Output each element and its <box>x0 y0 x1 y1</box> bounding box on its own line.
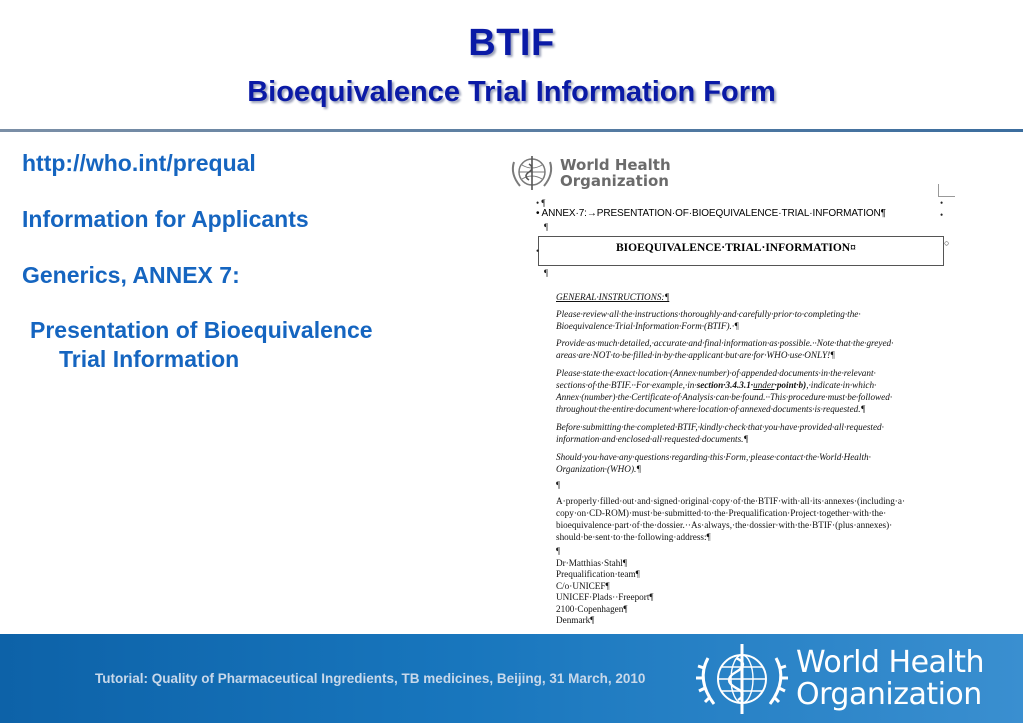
instruction-paragraph-3: Please·state·the·exact·location·(Annex·number)·of·appended·documents·in·the·relevant· sections·of·the·BTIF.··For·example,·in·section·3.4.3.1·under·point·b),·indicate·in·which· Annex·(number)·the·Certificate·of·Analysis·can·be·found.··This·procedure·must·be·followed· throughout·the·entire·document·where·location·of·annexed·documents·is·requested.¶ <box>556 368 893 414</box>
bullet-right-box: ○ <box>944 238 950 248</box>
presentation-line-2: Trial Information <box>59 346 240 372</box>
instruction-paragraph-4: Before·submitting·the·completed·BTIF,·kindly·check·that·you·have·provided·all·requested· information·and·enclosed·all·requested·documents.¶ <box>556 422 884 444</box>
address-line: Denmark¶ <box>556 615 595 626</box>
box-title: BIOEQUIVALENCE·TRIAL·INFORMATION¤ <box>616 242 856 254</box>
address-line: UNICEF·Plads··Freeport¶ <box>556 592 654 603</box>
slide-subtitle: Bioequivalence Trial Information Form <box>247 76 776 108</box>
instruction-paragraph-2: Provide·as·much·detailed,·accurate·and·final·information·as·possible.··Note·that·the·greyed· areas·are·NOT·to·be·filled·in·by·the·applicant·but·are·for·WHO·use·ONLY!¶ <box>556 338 894 360</box>
bullet-right-1: • <box>940 198 944 208</box>
pilcrow-2: ¶ <box>544 222 549 232</box>
address-line: C/o·UNICEF¶ <box>556 580 610 591</box>
doc-logo-line-2: Organization <box>560 172 669 190</box>
who-logo-footer <box>694 638 984 720</box>
who-emblem-icon <box>508 150 556 196</box>
who-emblem-icon <box>694 638 790 720</box>
address-line: 2100·Copenhagen¶ <box>556 603 628 614</box>
title-divider <box>0 129 1023 132</box>
footer-tutorial-text: Tutorial: Quality of Pharmaceutical Ingredients, TB medicines, Beijing, 31 March, 2010 <box>95 671 646 686</box>
presentation-text <box>30 316 480 374</box>
prequal-url[interactable]: http://who.int/prequal <box>22 150 256 176</box>
bioequivalence-title-box <box>538 236 944 266</box>
bullet-right-2: • <box>940 210 944 220</box>
address-line: Dr·Matthias·Stahl¶ <box>556 558 628 568</box>
pilcrow-3: ¶ <box>544 268 549 278</box>
address-block <box>556 558 654 626</box>
general-instructions-heading: GENERAL·INSTRUCTIONS:¶ <box>556 292 670 302</box>
footer-logo-line-1: World Health <box>796 645 985 680</box>
pilcrow-5: ¶ <box>556 546 561 556</box>
generics-annex-text: Generics, ANNEX 7: <box>22 262 240 288</box>
btif-document-image <box>488 140 968 634</box>
pilcrow-1: • ¶ <box>536 198 546 208</box>
submission-paragraph: A·properly·filled·out·and·signed·original·copy·of·the·BTIF·with·all·its·annexes·(including·a· copy·on·CD-ROM)·must·be·submitted·to·the·Prequalification·Project·together·with·the· bioequivalence·part·of·the·dossier.··As·always,·the·dossier·with·the·BTIF·(plus·annexes)· should·be·sent·to·the·following·address:¶ <box>556 496 906 542</box>
footer-logo-line-2: Organization <box>796 677 982 712</box>
bullet-left-box: • <box>536 246 540 256</box>
presentation-line-1: Presentation of Bioequivalence <box>30 317 373 343</box>
footer-bar <box>0 634 1023 723</box>
pilcrow-4: ¶ <box>556 480 561 490</box>
who-logo-small <box>508 150 671 196</box>
instruction-paragraph-5: Should·you·have·any·questions·regarding·this·Form,·please·contact·the·World·Health· Organization·(WHO).¶ <box>556 452 871 474</box>
page-corner-mark <box>938 184 955 197</box>
info-applicants-text: Information for Applicants <box>22 206 309 232</box>
annex-heading: • ANNEX·7:→PRESENTATION·OF·BIOEQUIVALENCE·TRIAL·INFORMATION¶ <box>536 208 886 219</box>
slide-title: BTIF <box>468 22 555 64</box>
instruction-paragraph-1: Please·review·all·the·instructions·thoroughly·and·carefully·prior·to·completing·the· Bioequivalence·Trial·Information·Form·(BTIF).·¶ <box>556 309 861 331</box>
address-line: Prequalification·team¶ <box>556 569 640 580</box>
doc-logo-line-1: World Health <box>560 156 671 174</box>
